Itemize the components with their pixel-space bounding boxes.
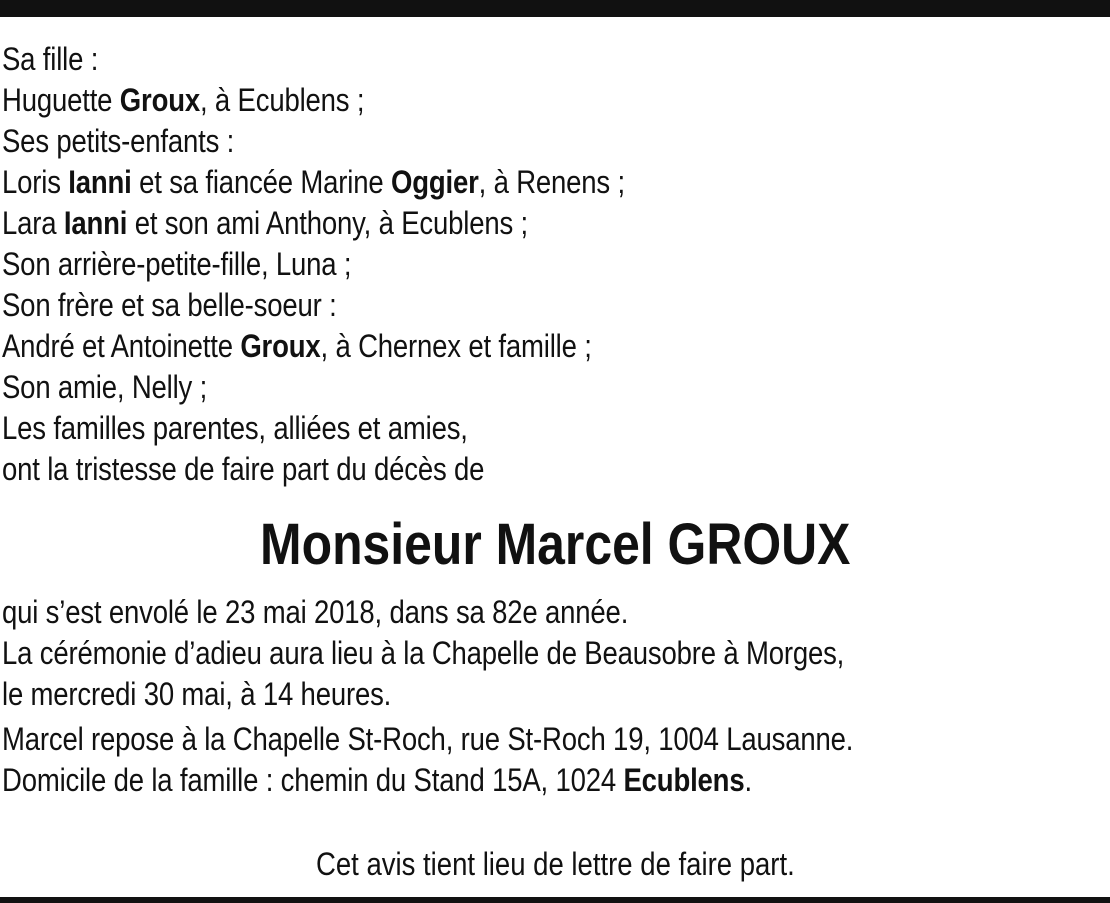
closing-note: Cet avis tient lieu de lettre de faire part.	[315, 846, 795, 882]
details-line-2: La cérémonie d’adieu aura lieu à la Chapelle de Beausobre à Morges,	[2, 635, 845, 671]
deceased-name-heading: Monsieur Marcel GROUX	[259, 512, 851, 577]
surname-oggier: Oggier	[390, 164, 479, 200]
details-line-1: qui s’est envolé le 23 mai 2018, dans sa 82e année.	[2, 594, 629, 630]
bottom-border-rule	[0, 897, 1110, 903]
family-line-2: Huguette Groux, à Ecublens ;	[2, 82, 365, 118]
family-line-9: Son amie, Nelly ;	[2, 369, 208, 405]
details-line-4: Marcel repose à la Chapelle St-Roch, rue St-Roch 19, 1004 Lausanne.	[2, 721, 854, 757]
family-line-1: Sa fille :	[2, 41, 99, 77]
details-line-5: Domicile de la famille : chemin du Stand 15A, 1024 Ecublens.	[2, 762, 752, 798]
details-line-3: le mercredi 30 mai, à 14 heures.	[2, 676, 392, 712]
family-line-3: Ses petits-enfants :	[2, 123, 235, 159]
family-line-8: André et Antoinette Groux, à Chernex et famille ;	[2, 328, 592, 364]
family-line-11: ont la tristesse de faire part du décès de	[2, 451, 485, 487]
surname-groux: Groux	[240, 328, 321, 364]
surname-ianni: Ianni	[68, 164, 132, 200]
top-border-rule	[0, 0, 1110, 17]
family-line-4: Loris Ianni et sa fiancée Marine Oggier, à Renens ;	[2, 164, 625, 200]
surname-groux: Groux	[119, 82, 200, 118]
family-line-5: Lara Ianni et son ami Anthony, à Ecublens ;	[2, 205, 528, 241]
family-line-10: Les familles parentes, alliées et amies,	[2, 410, 468, 446]
surname-ianni: Ianni	[63, 205, 128, 241]
family-line-7: Son frère et sa belle-soeur :	[2, 287, 337, 323]
town-ecublens: Ecublens	[623, 762, 745, 798]
family-line-6: Son arrière-petite-fille, Luna ;	[2, 246, 352, 282]
